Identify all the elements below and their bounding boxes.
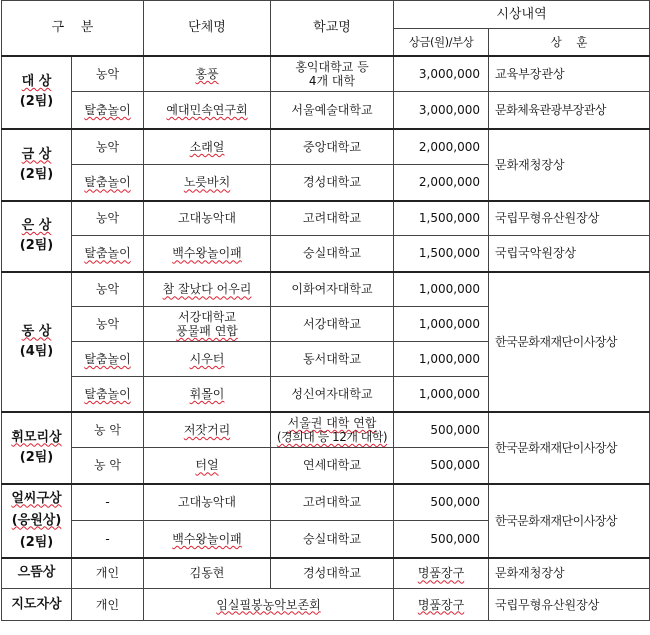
- group-cell: 노릇바치: [144, 165, 271, 201]
- genre-cell: 농악: [72, 307, 144, 342]
- award-cell: 문화재청장상: [489, 558, 650, 589]
- category-eolssigu: [2, 484, 72, 558]
- category-sub: (응원상): [11, 512, 62, 528]
- group-cell: 터얼: [144, 448, 271, 484]
- header-award: 상 훈: [489, 29, 650, 56]
- category-teams: (2팀): [19, 534, 54, 550]
- school-line-1: 서울권 대학 연합: [287, 415, 377, 430]
- group-cell: 김동현: [144, 558, 271, 589]
- school-cell: 숭실대학교: [271, 236, 394, 272]
- genre-cell: 개인: [72, 558, 144, 589]
- school-cell: [271, 412, 394, 448]
- header-award-details: 시상내역: [394, 1, 650, 29]
- school-line-2: 4개 대학: [308, 73, 356, 88]
- group-cell: 참 잘났다 어우리: [144, 272, 271, 307]
- category-eutteum: [2, 558, 72, 589]
- prize-cell: 500,000: [394, 412, 489, 448]
- genre-cell: -: [72, 521, 144, 558]
- group-cell: 예대민속연구회: [144, 92, 271, 129]
- school-cell: [271, 56, 394, 92]
- category-name: 금 상: [21, 146, 52, 162]
- school-cell: 경성대학교: [271, 558, 394, 589]
- group-cell: 소래얼: [144, 129, 271, 165]
- category-name: 으뜸상: [17, 565, 56, 581]
- school-cell: 숭실대학교: [271, 521, 394, 558]
- prize-cell: 2,000,000: [394, 165, 489, 201]
- award-cell: 문화재청장상: [489, 129, 650, 201]
- school-cell: 서강대학교: [271, 307, 394, 342]
- table-row: [2, 56, 650, 92]
- header-prize-money: 상금(원)/부상: [394, 29, 489, 56]
- school-cell: 서울예술대학교: [271, 92, 394, 129]
- prize-cell: 500,000: [394, 484, 489, 521]
- category-teams: (2팀): [19, 238, 54, 253]
- table-row: [2, 129, 650, 165]
- prize-cell: 2,000,000: [394, 129, 489, 165]
- genre-cell: 탈춤놀이: [72, 165, 144, 201]
- prize-cell: 3,000,000: [394, 56, 489, 92]
- group-cell: [144, 307, 271, 342]
- prize-cell: 1,000,000: [394, 342, 489, 377]
- group-line-1: 서강대학교: [178, 310, 236, 324]
- genre-cell: 농악: [72, 129, 144, 165]
- award-cell: 국립무형유산원장상: [489, 589, 650, 621]
- school-cell: 연세대학교: [271, 448, 394, 484]
- school-cell: 성신여자대학교: [271, 377, 394, 412]
- school-cell: 고려대학교: [271, 484, 394, 521]
- category-name: 동 상: [21, 323, 52, 339]
- header-category: 구 분: [2, 1, 144, 56]
- school-line-1: 홍익대학교 등: [295, 59, 369, 74]
- table-row: [2, 236, 650, 272]
- table-row: [2, 589, 650, 621]
- table-row: [2, 92, 650, 129]
- group-cell: 휘몰이: [144, 377, 271, 412]
- group-cell: 임실필봉농악보존회: [144, 589, 394, 621]
- prize-cell: 1,000,000: [394, 272, 489, 307]
- category-name: 지도자상: [11, 596, 62, 612]
- genre-cell: 농 악: [72, 448, 144, 484]
- genre-cell: 탈춤놀이: [72, 92, 144, 129]
- group-cell: 백수왕놀이패: [144, 236, 271, 272]
- school-cell: 동서대학교: [271, 342, 394, 377]
- table-row: [2, 558, 650, 589]
- table-row: [2, 484, 650, 521]
- group-cell: 고대농악대: [144, 201, 271, 236]
- group-cell: 홍풍: [144, 56, 271, 92]
- table-row: [2, 412, 650, 448]
- award-cell: 한국문화재재단이사장상: [489, 412, 650, 484]
- category-teams: (2팀): [19, 166, 54, 182]
- genre-cell: 농 악: [72, 412, 144, 448]
- genre-cell: 탈춤놀이: [72, 377, 144, 412]
- genre-cell: 탈춤놀이: [72, 236, 144, 272]
- group-cell: 백수왕놀이패: [144, 521, 271, 558]
- award-cell: 국립무형유산원장상: [489, 201, 650, 236]
- school-cell: 고려대학교: [271, 201, 394, 236]
- prize-cell: 500,000: [394, 521, 489, 558]
- category-name: 얼씨구상: [11, 490, 62, 506]
- category-name: 대 상: [21, 74, 52, 89]
- header-group-name: 단체명: [144, 1, 271, 56]
- school-cell: 경성대학교: [271, 165, 394, 201]
- school-cell: 이화여자대학교: [271, 272, 394, 307]
- awards-table: [1, 0, 650, 621]
- genre-cell: 개인: [72, 589, 144, 621]
- award-cell: 국립국악원장상: [489, 236, 650, 272]
- category-geumsang: [2, 129, 72, 201]
- award-cell: 한국문화재재단이사장상: [489, 272, 650, 412]
- genre-cell: 농악: [72, 272, 144, 307]
- award-cell: 문화체육관광부장관상: [489, 92, 650, 129]
- category-teams: (2팀): [19, 94, 54, 109]
- table-row: [2, 201, 650, 236]
- table-row: [2, 272, 650, 307]
- prize-cell: 1,500,000: [394, 236, 489, 272]
- prize-cell: 1,000,000: [394, 307, 489, 342]
- group-cell: 시우터: [144, 342, 271, 377]
- prize-cell: 1,500,000: [394, 201, 489, 236]
- category-hwimori: [2, 412, 72, 484]
- genre-cell: 탈춤놀이: [72, 342, 144, 377]
- award-cell: 교육부장관상: [489, 56, 650, 92]
- genre-cell: 농악: [72, 56, 144, 92]
- group-cell: 고대농악대: [144, 484, 271, 521]
- prize-cell: 500,000: [394, 448, 489, 484]
- genre-cell: 농악: [72, 201, 144, 236]
- school-cell: 중앙대학교: [271, 129, 394, 165]
- prize-cell: 3,000,000: [394, 92, 489, 129]
- category-teams: (4팀): [19, 343, 54, 359]
- category-name: 은 상: [21, 218, 52, 233]
- genre-cell: -: [72, 484, 144, 521]
- category-eunsang: [2, 201, 72, 272]
- award-cell: 한국문화재재단이사장상: [489, 484, 650, 558]
- prize-cell: 명품장구: [394, 558, 489, 589]
- category-name: 휘모리상: [11, 429, 62, 445]
- category-dongsang: [2, 272, 72, 412]
- category-teams: (2팀): [19, 449, 54, 465]
- category-jidoja: [2, 589, 72, 621]
- category-daesang: [2, 56, 72, 129]
- group-cell: 저잣거리: [144, 412, 271, 448]
- header-school-name: 학교명: [271, 1, 394, 56]
- school-line-2: (경희대 등 12개 대학): [276, 429, 388, 444]
- group-line-2: 풍물패 연합: [176, 324, 238, 338]
- prize-cell: 1,000,000: [394, 377, 489, 412]
- prize-cell: 명품장구: [394, 589, 489, 621]
